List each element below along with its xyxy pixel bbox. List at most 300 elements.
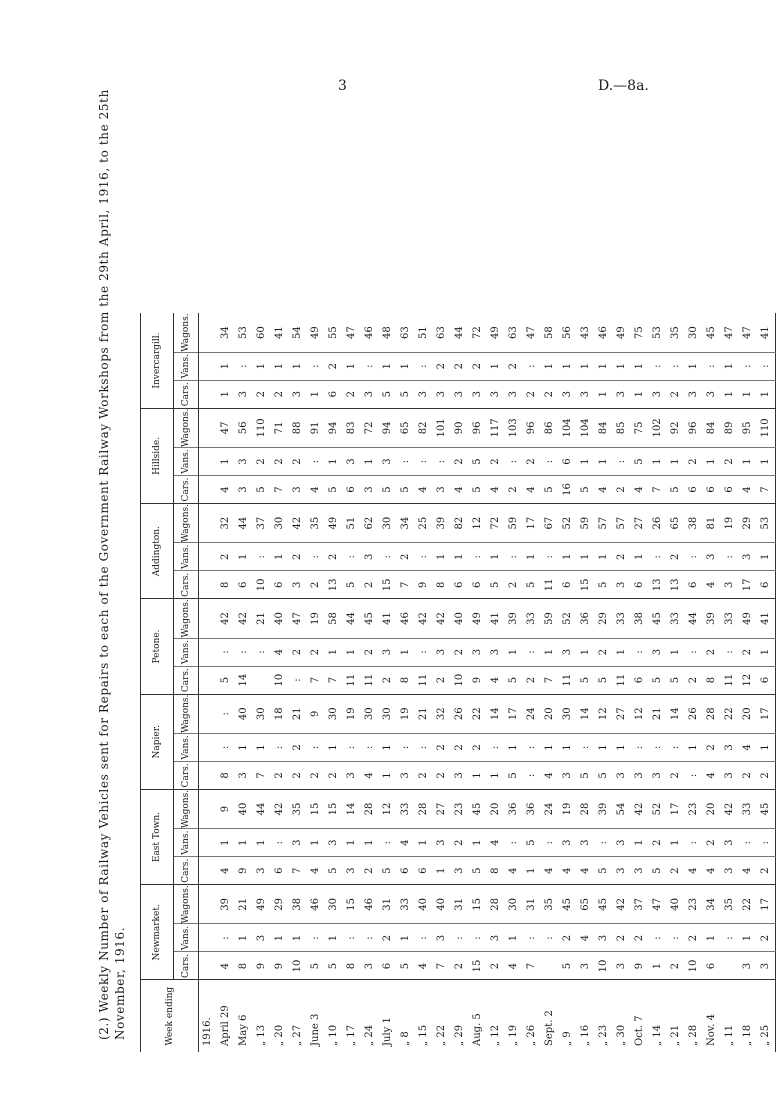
value-cell: 34 (217, 313, 235, 352)
value-cell: 42 (235, 599, 253, 638)
value-cell: 5 (595, 666, 613, 694)
value-cell: 53 (757, 504, 776, 543)
value-cell: 1 (757, 448, 776, 476)
value-cell: 2 (415, 761, 433, 789)
value-cell: 5 (505, 666, 523, 694)
value-cell: 3 (343, 857, 361, 885)
value-cell: 45 (469, 789, 487, 828)
value-cell: 28 (577, 789, 595, 828)
value-cell: 2 (703, 829, 721, 857)
value-cell: 40 (235, 694, 253, 733)
value-cell: 1 (649, 952, 667, 980)
value-cell: 1 (523, 857, 541, 885)
value-cell: 17 (757, 885, 776, 924)
value-cell: 1 (613, 352, 631, 380)
value-cell: 3 (451, 857, 469, 885)
value-cell: 10 (595, 952, 613, 980)
week-cell: „ 24 (364, 1024, 375, 1046)
value-cell: 44 (343, 599, 361, 638)
value-cell: 85 (613, 408, 631, 447)
value-cell: 84 (595, 408, 613, 447)
value-cell: 2 (739, 638, 757, 666)
value-cell: : (361, 733, 379, 761)
value-cell: 49 (613, 313, 631, 352)
value-cell: 2 (343, 380, 361, 408)
value-cell: 44 (253, 789, 271, 828)
value-cell: 1 (595, 733, 613, 761)
value-cell: 6 (559, 571, 577, 599)
value-cell: 56 (559, 313, 577, 352)
sub-header: Vans. (174, 543, 199, 571)
value-cell: 42 (271, 789, 289, 828)
value-cell: : (415, 352, 433, 380)
repairs-table (140, 313, 776, 1052)
value-cell: 33 (397, 885, 415, 924)
value-cell: 12 (595, 694, 613, 733)
value-cell: 10 (271, 666, 289, 694)
value-cell: 59 (577, 504, 595, 543)
value-cell: 15 (469, 952, 487, 980)
value-cell: 5 (649, 857, 667, 885)
value-cell: 1 (271, 352, 289, 380)
value-cell: 6 (469, 571, 487, 599)
table-row (541, 313, 559, 1052)
value-cell: 3 (415, 380, 433, 408)
value-cell (199, 952, 218, 980)
value-cell: : (523, 761, 541, 789)
value-cell: 4 (559, 857, 577, 885)
value-cell: 1 (505, 638, 523, 666)
value-cell: : (235, 638, 253, 666)
value-cell: 14 (235, 666, 253, 694)
value-cell: 41 (757, 599, 776, 638)
value-cell: 6 (271, 571, 289, 599)
value-cell: 1 (559, 733, 577, 761)
value-cell: 1 (595, 448, 613, 476)
value-cell: : (739, 352, 757, 380)
week-ending-header: Week ending (141, 980, 199, 1052)
value-cell: 58 (541, 313, 559, 352)
value-cell: 33 (721, 599, 739, 638)
value-cell: 72 (469, 313, 487, 352)
value-cell: 4 (505, 952, 523, 980)
value-cell: 1 (595, 543, 613, 571)
value-cell: 23 (685, 885, 703, 924)
value-cell: 1 (739, 448, 757, 476)
value-cell: 42 (631, 789, 649, 828)
value-cell: 37 (253, 504, 271, 543)
value-cell: 3 (613, 571, 631, 599)
value-cell: 1 (739, 924, 757, 952)
value-cell: 30 (325, 885, 343, 924)
value-cell: 46 (361, 313, 379, 352)
value-cell: 5 (379, 857, 397, 885)
value-cell: 3 (487, 638, 505, 666)
value-cell: 23 (685, 789, 703, 828)
value-cell: 49 (307, 313, 325, 352)
value-cell: 63 (505, 313, 523, 352)
value-cell: 4 (577, 924, 595, 952)
value-cell: 3 (595, 924, 613, 952)
week-cell: Sept. 2 (544, 1010, 555, 1046)
value-cell: 52 (559, 599, 577, 638)
value-cell: : (595, 829, 613, 857)
table-row (721, 313, 739, 1052)
value-cell: 41 (379, 599, 397, 638)
value-cell: 1 (757, 380, 776, 408)
value-cell: 7 (649, 476, 667, 504)
value-cell: 63 (433, 313, 451, 352)
value-cell: 28 (703, 694, 721, 733)
table-row (505, 313, 523, 1052)
value-cell: 19 (307, 599, 325, 638)
value-cell: 3 (235, 476, 253, 504)
value-cell: 2 (505, 476, 523, 504)
value-cell: 40 (433, 885, 451, 924)
value-cell: : (307, 448, 325, 476)
value-cell: 4 (487, 666, 505, 694)
value-cell: 1 (361, 829, 379, 857)
value-cell: 6 (685, 476, 703, 504)
value-cell: 104 (559, 408, 577, 447)
value-cell: 15 (577, 571, 595, 599)
value-cell: 6 (757, 571, 776, 599)
value-cell: 17 (667, 789, 685, 828)
value-cell: 2 (469, 733, 487, 761)
value-cell: 1 (379, 352, 397, 380)
value-cell: 1 (217, 380, 235, 408)
value-cell: : (649, 924, 667, 952)
value-cell: 7 (307, 666, 325, 694)
value-cell: 1 (523, 543, 541, 571)
value-cell: 3 (577, 829, 595, 857)
value-cell: 1 (325, 733, 343, 761)
value-cell: 1 (289, 352, 307, 380)
value-cell: : (667, 733, 685, 761)
value-cell: 5 (379, 380, 397, 408)
value-cell: : (451, 924, 469, 952)
value-cell: 27 (433, 789, 451, 828)
week-cell: „ 12 (490, 1024, 501, 1046)
value-cell: 96 (523, 408, 541, 447)
value-cell: : (649, 352, 667, 380)
value-cell (199, 789, 218, 828)
value-cell: : (523, 733, 541, 761)
value-cell: 11 (541, 571, 559, 599)
value-cell: 7 (757, 476, 776, 504)
value-cell: : (271, 829, 289, 857)
value-cell: 1 (271, 924, 289, 952)
value-cell: 3 (235, 761, 253, 789)
value-cell: 1 (325, 448, 343, 476)
value-cell: 1 (739, 380, 757, 408)
value-cell: : (379, 543, 397, 571)
value-cell: : (343, 733, 361, 761)
value-cell: : (235, 352, 253, 380)
value-cell: 2 (271, 448, 289, 476)
value-cell: : (415, 924, 433, 952)
value-cell: 49 (253, 885, 271, 924)
value-cell: 12 (631, 694, 649, 733)
value-cell: 1 (307, 829, 325, 857)
table-caption: (2.) Weekly Number of Railway Vehicles sent for Repairs to each of the Government Railway Workshops from the 29th April, 1916, to the 25th November, 1916. (97, 89, 127, 1040)
value-cell (199, 476, 218, 504)
value-cell: 11 (559, 666, 577, 694)
value-cell: 49 (469, 599, 487, 638)
value-cell: 19 (343, 694, 361, 733)
value-cell: 41 (487, 599, 505, 638)
table-row (469, 313, 487, 1052)
value-cell: 26 (649, 504, 667, 543)
value-cell: 9 (253, 952, 271, 980)
value-cell: 1 (253, 829, 271, 857)
value-cell: 4 (703, 571, 721, 599)
value-cell: 3 (487, 924, 505, 952)
value-cell: 30 (379, 694, 397, 733)
rotated-table-region (96, 89, 771, 1052)
value-cell: 4 (703, 761, 721, 789)
value-cell: 60 (253, 313, 271, 352)
value-cell: 21 (289, 694, 307, 733)
value-cell: 44 (451, 313, 469, 352)
sub-header: Vans. (174, 448, 199, 476)
value-cell (199, 857, 218, 885)
value-cell: 4 (685, 857, 703, 885)
value-cell: 5 (667, 666, 685, 694)
value-cell: 67 (541, 504, 559, 543)
value-cell: 2 (217, 543, 235, 571)
value-cell: 1 (217, 352, 235, 380)
sub-header: Vans. (174, 638, 199, 666)
value-cell: 2 (685, 924, 703, 952)
table-row (307, 313, 325, 1052)
value-cell: : (307, 352, 325, 380)
value-cell: 45 (703, 313, 721, 352)
value-cell: 3 (721, 571, 739, 599)
value-cell: 6 (415, 857, 433, 885)
value-cell: 14 (487, 694, 505, 733)
value-cell: 10 (451, 666, 469, 694)
value-cell: : (685, 761, 703, 789)
value-cell: 3 (577, 952, 595, 980)
value-cell: 17 (505, 694, 523, 733)
value-cell: 2 (289, 638, 307, 666)
value-cell: 2 (253, 380, 271, 408)
value-cell: : (217, 924, 235, 952)
value-cell: 1 (685, 733, 703, 761)
value-cell: 2 (631, 924, 649, 952)
value-cell: 1 (505, 733, 523, 761)
value-cell: 11 (721, 666, 739, 694)
value-cell: 3 (433, 924, 451, 952)
value-cell: 110 (253, 408, 271, 447)
value-cell: 27 (613, 694, 631, 733)
value-cell: 2 (667, 952, 685, 980)
value-cell: 2 (397, 543, 415, 571)
sub-header: Cars. (174, 666, 199, 694)
value-cell: 4 (523, 476, 541, 504)
value-cell: 94 (325, 408, 343, 447)
value-cell: 82 (451, 504, 469, 543)
value-cell (199, 571, 218, 599)
sub-header: Wagons. (174, 789, 199, 828)
value-cell: 4 (487, 476, 505, 504)
value-cell: 2 (271, 380, 289, 408)
value-cell: : (217, 733, 235, 761)
value-cell: 6 (451, 571, 469, 599)
value-cell: 3 (361, 952, 379, 980)
value-cell: 10 (685, 952, 703, 980)
value-cell: 2 (559, 924, 577, 952)
value-cell: 3 (559, 829, 577, 857)
value-cell: 6 (559, 448, 577, 476)
value-cell: 7 (325, 666, 343, 694)
value-cell: 96 (685, 408, 703, 447)
value-cell: 2 (703, 638, 721, 666)
value-cell: 84 (703, 408, 721, 447)
value-cell: 5 (577, 761, 595, 789)
value-cell: 30 (505, 885, 523, 924)
value-cell: 44 (235, 504, 253, 543)
value-cell: 2 (613, 543, 631, 571)
value-cell: 6 (721, 476, 739, 504)
value-cell: 2 (487, 448, 505, 476)
value-cell: 2 (667, 543, 685, 571)
value-cell: 45 (361, 599, 379, 638)
value-cell: 16 (559, 476, 577, 504)
value-cell: 8 (433, 571, 451, 599)
value-cell: 46 (307, 885, 325, 924)
value-cell: 3 (649, 638, 667, 666)
table-row (415, 313, 433, 1052)
value-cell: 3 (289, 476, 307, 504)
value-cell: 1 (487, 543, 505, 571)
value-cell: 31 (523, 885, 541, 924)
group-header: Napier. (141, 694, 174, 789)
value-cell: 55 (325, 313, 343, 352)
value-cell: 44 (685, 599, 703, 638)
value-cell: 9 (415, 571, 433, 599)
value-cell: : (217, 694, 235, 733)
value-cell: 94 (379, 408, 397, 447)
value-cell: 35 (721, 885, 739, 924)
value-cell: 95 (739, 408, 757, 447)
value-cell: 1 (577, 638, 595, 666)
value-cell: 1 (757, 638, 776, 666)
value-cell: 32 (217, 504, 235, 543)
value-cell: 7 (289, 857, 307, 885)
week-cell: „ 11 (724, 1024, 735, 1046)
value-cell: 1 (703, 448, 721, 476)
table-row (199, 313, 218, 1052)
value-cell: 51 (343, 504, 361, 543)
value-cell: 39 (505, 599, 523, 638)
value-cell: 54 (613, 789, 631, 828)
value-cell: 2 (739, 761, 757, 789)
value-cell: 12 (379, 789, 397, 828)
value-cell: 47 (289, 599, 307, 638)
value-cell: 86 (541, 408, 559, 447)
value-cell: 49 (487, 313, 505, 352)
table-row (217, 313, 235, 1052)
table-row (559, 313, 577, 1052)
value-cell: : (523, 924, 541, 952)
value-cell: 103 (505, 408, 523, 447)
value-cell: 2 (505, 352, 523, 380)
value-cell: 46 (595, 313, 613, 352)
value-cell: 52 (559, 504, 577, 543)
sub-header: Cars. (174, 380, 199, 408)
value-cell: 5 (541, 476, 559, 504)
value-cell: : (631, 733, 649, 761)
value-cell: : (721, 638, 739, 666)
value-cell: 2 (379, 666, 397, 694)
value-cell: 39 (595, 789, 613, 828)
value-cell: 3 (361, 543, 379, 571)
value-cell: 1 (541, 638, 559, 666)
value-cell: 42 (721, 789, 739, 828)
value-cell: 1 (289, 924, 307, 952)
value-cell: 3 (289, 571, 307, 599)
value-cell: 32 (433, 694, 451, 733)
value-cell: 31 (379, 885, 397, 924)
table-row (613, 313, 631, 1052)
value-cell: : (289, 666, 307, 694)
table-row (739, 313, 757, 1052)
value-cell: 2 (433, 666, 451, 694)
value-cell: 5 (595, 571, 613, 599)
value-cell: 3 (343, 448, 361, 476)
value-cell: 8 (217, 761, 235, 789)
value-cell: 2 (541, 380, 559, 408)
value-cell: : (523, 638, 541, 666)
page-reference: D.—8a. (598, 78, 649, 94)
value-cell: 52 (649, 789, 667, 828)
value-cell: 1 (307, 380, 325, 408)
sub-header: Vans. (174, 733, 199, 761)
value-cell: : (685, 543, 703, 571)
value-cell (199, 448, 218, 476)
value-cell: 47 (217, 408, 235, 447)
value-cell: 35 (307, 504, 325, 543)
value-cell: 1 (667, 638, 685, 666)
group-header: Newmarket. (141, 885, 174, 980)
value-cell: 3 (235, 380, 253, 408)
value-cell: 1 (325, 924, 343, 952)
value-cell: 8 (703, 666, 721, 694)
value-cell: 3 (703, 543, 721, 571)
value-cell: 5 (325, 476, 343, 504)
week-cell: July 1 (382, 1017, 393, 1046)
value-cell: 29 (739, 504, 757, 543)
value-cell: : (379, 829, 397, 857)
value-cell: 1 (667, 448, 685, 476)
value-cell: 30 (559, 694, 577, 733)
value-cell: : (523, 352, 541, 380)
value-cell: 42 (433, 599, 451, 638)
sub-header: Vans. (174, 352, 199, 380)
value-cell: 2 (451, 952, 469, 980)
value-cell: : (541, 924, 559, 952)
value-cell: 48 (379, 313, 397, 352)
week-cell: „ 20 (274, 1024, 285, 1046)
value-cell: 1 (757, 543, 776, 571)
value-cell: 15 (469, 885, 487, 924)
table-row (361, 313, 379, 1052)
value-cell: 30 (361, 694, 379, 733)
value-cell: 33 (397, 789, 415, 828)
value-cell: 3 (559, 638, 577, 666)
